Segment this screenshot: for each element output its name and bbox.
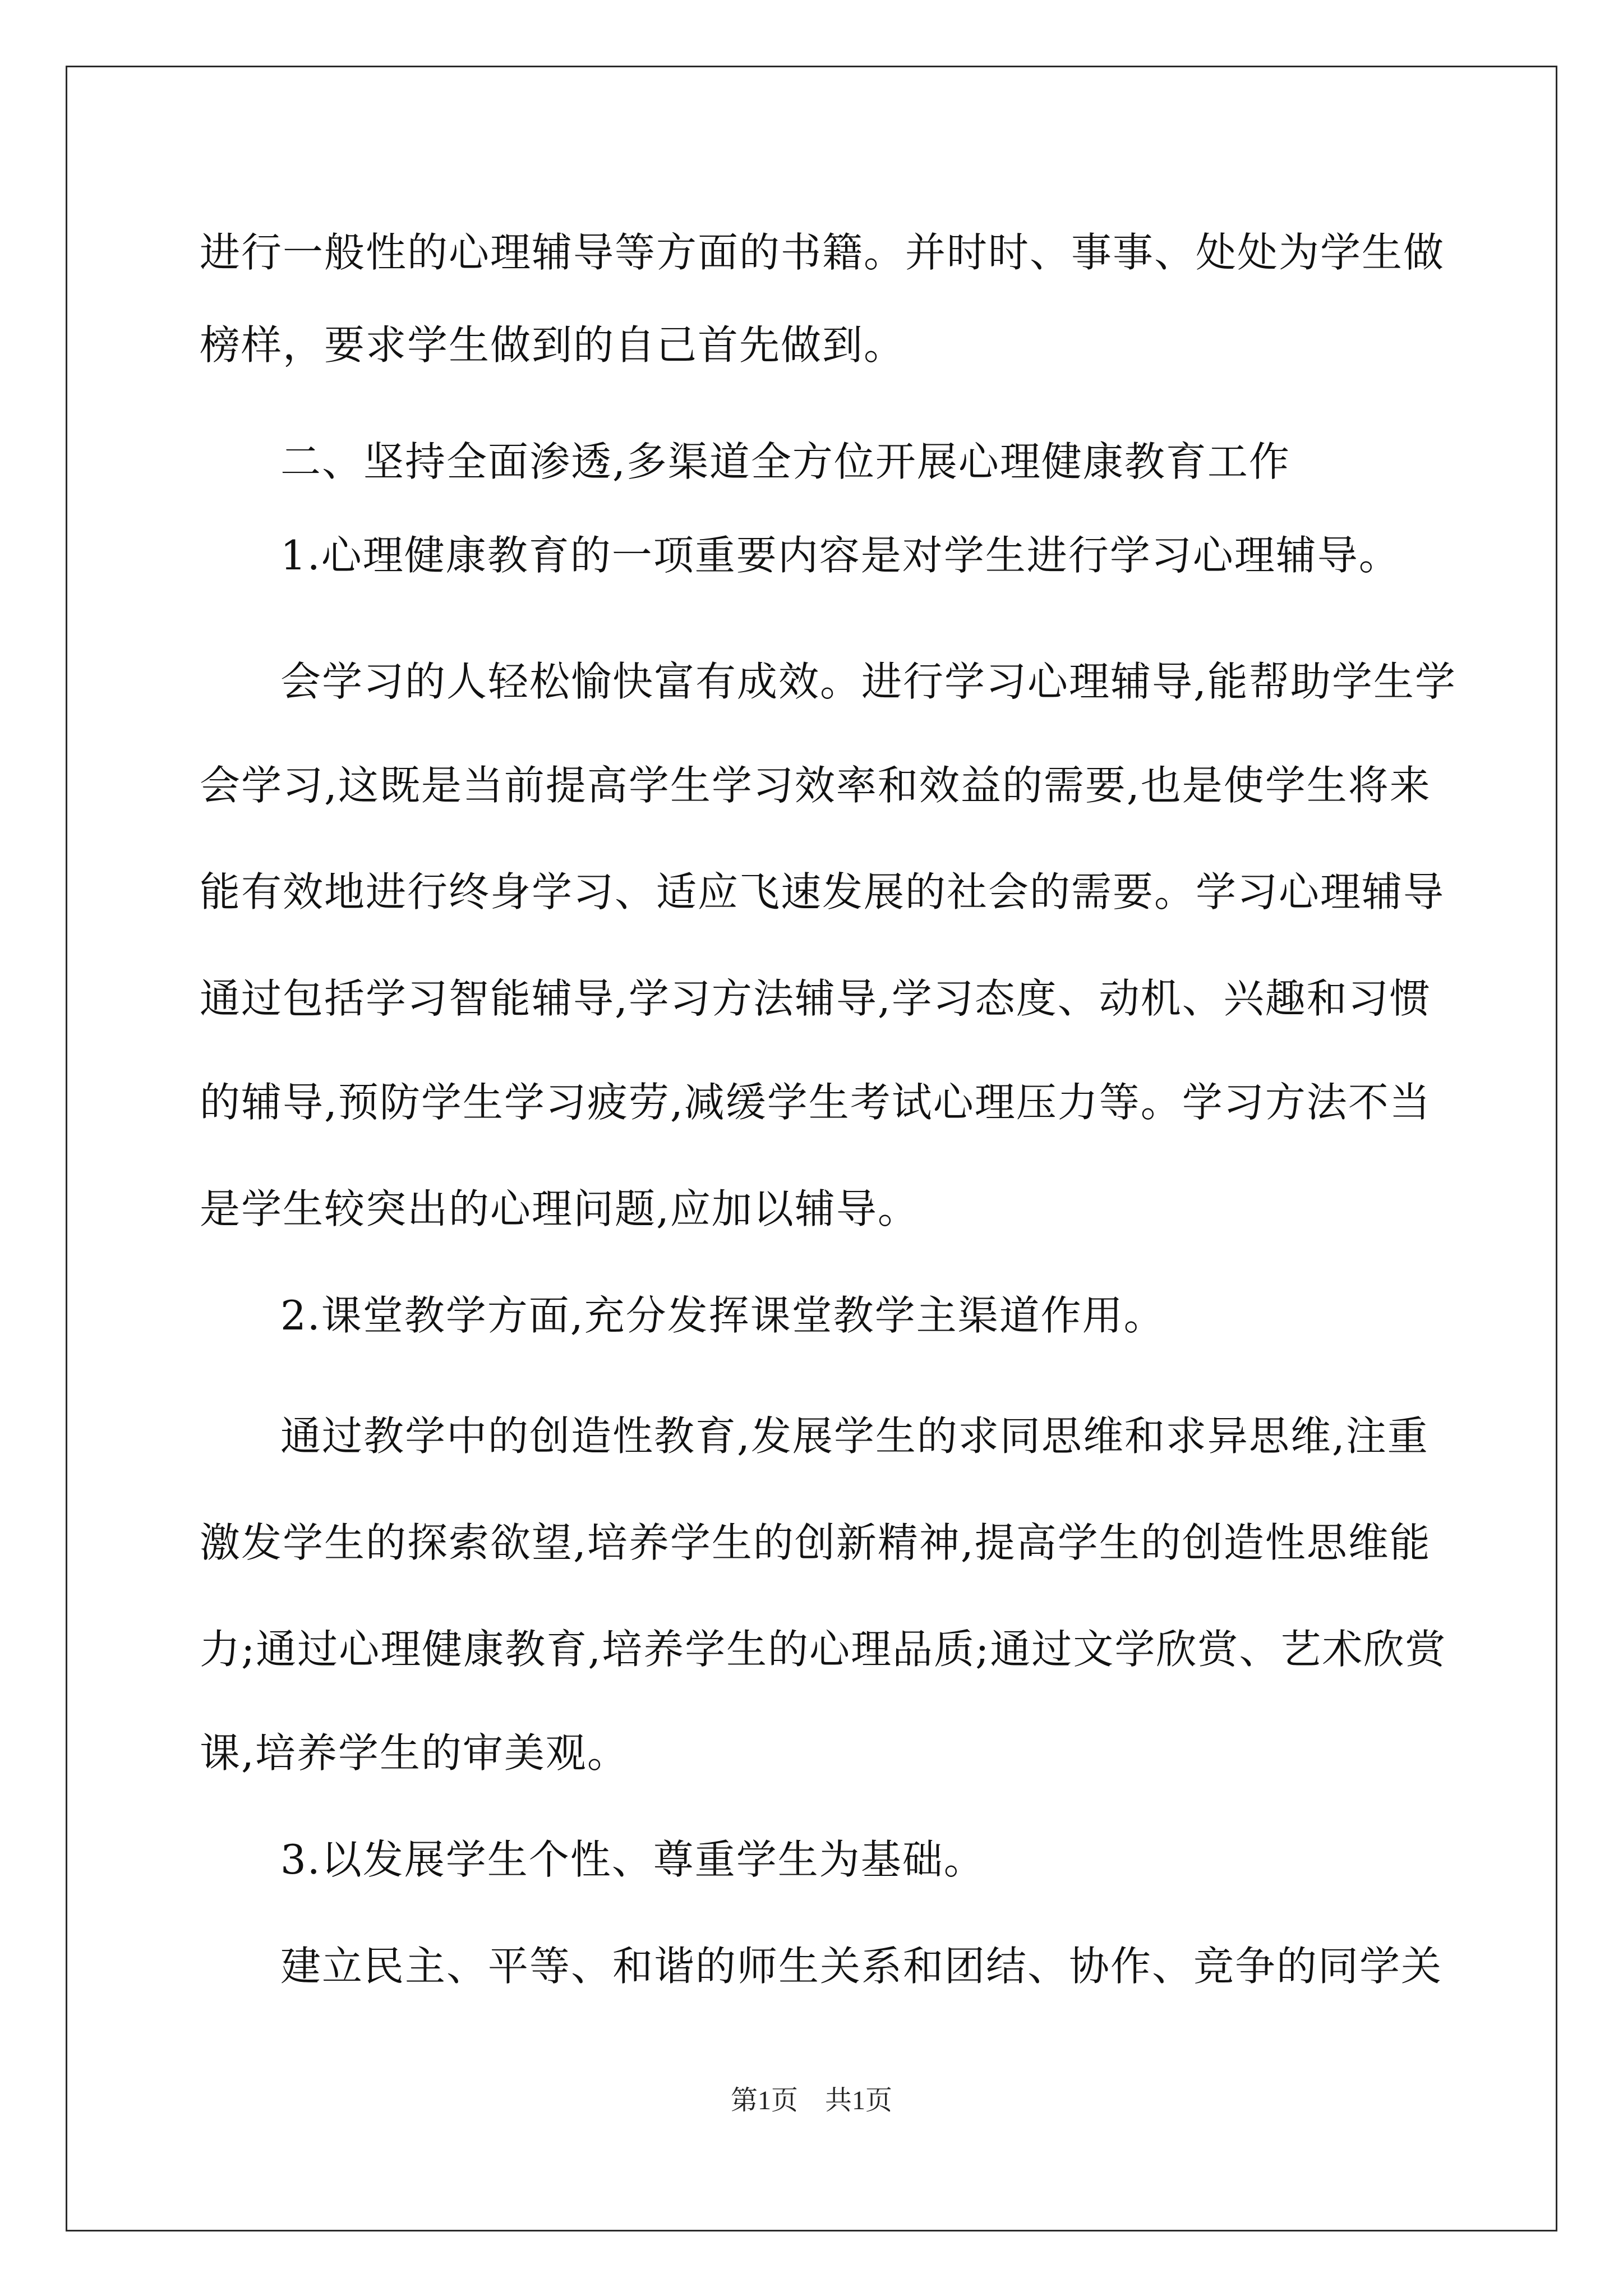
numbered-item: 1.心理健康教育的一项重要内容是对学生进行学习心理辅导。 <box>280 532 1400 579</box>
text-line: 进行一般性的心理辅导等方面的书籍。并时时、事事、处处为学生做 <box>200 229 1445 276</box>
text-line: 课,培养学生的审美观。 <box>200 1729 629 1777</box>
text-line: 是学生较突出的心理问题,应加以辅导。 <box>200 1185 919 1232</box>
text-line: 能有效地进行终身学习、适应飞速发展的社会的需要。学习心理辅导 <box>200 868 1445 915</box>
section-heading: 二、坚持全面渗透,多渠道全方位开展心理健康教育工作 <box>280 438 1290 485</box>
text-line: 会学习的人轻松愉快富有成效。进行学习心理辅导,能帮助学生学 <box>280 658 1456 705</box>
page-border <box>66 66 1557 2231</box>
page-number: 第1页 共1页 <box>730 2086 892 2115</box>
numbered-item: 2.课堂教学方面,充分发挥课堂教学主渠道作用。 <box>280 1292 1165 1339</box>
text-line: 通过教学中的创造性教育,发展学生的求同思维和求异思维,注重 <box>280 1412 1429 1460</box>
text-line: 会学习,这既是当前提高学生学习效率和效益的需要,也是使学生将来 <box>200 762 1431 809</box>
text-line: 建立民主、平等、和谐的师生关系和团结、协作、竞争的同学关 <box>280 1943 1443 1990</box>
text-line: 通过包括学习智能辅导,学习方法辅导,学习态度、动机、兴趣和习惯 <box>200 975 1431 1022</box>
text-line: 的辅导,预防学生学习疲劳,减缓学生考试心理压力等。学习方法不当 <box>200 1079 1431 1126</box>
numbered-item: 3.以发展学生个性、尊重学生为基础。 <box>280 1836 985 1883</box>
text-line: 激发学生的探索欲望,培养学生的创新精神,提高学生的创造性思维能 <box>200 1519 1431 1566</box>
text-line: 榜样，要求学生做到的自己首先做到。 <box>200 321 906 369</box>
text-line: 力;通过心理健康教育,培养学生的心理品质;通过文学欣赏、艺术欣赏 <box>200 1626 1447 1673</box>
